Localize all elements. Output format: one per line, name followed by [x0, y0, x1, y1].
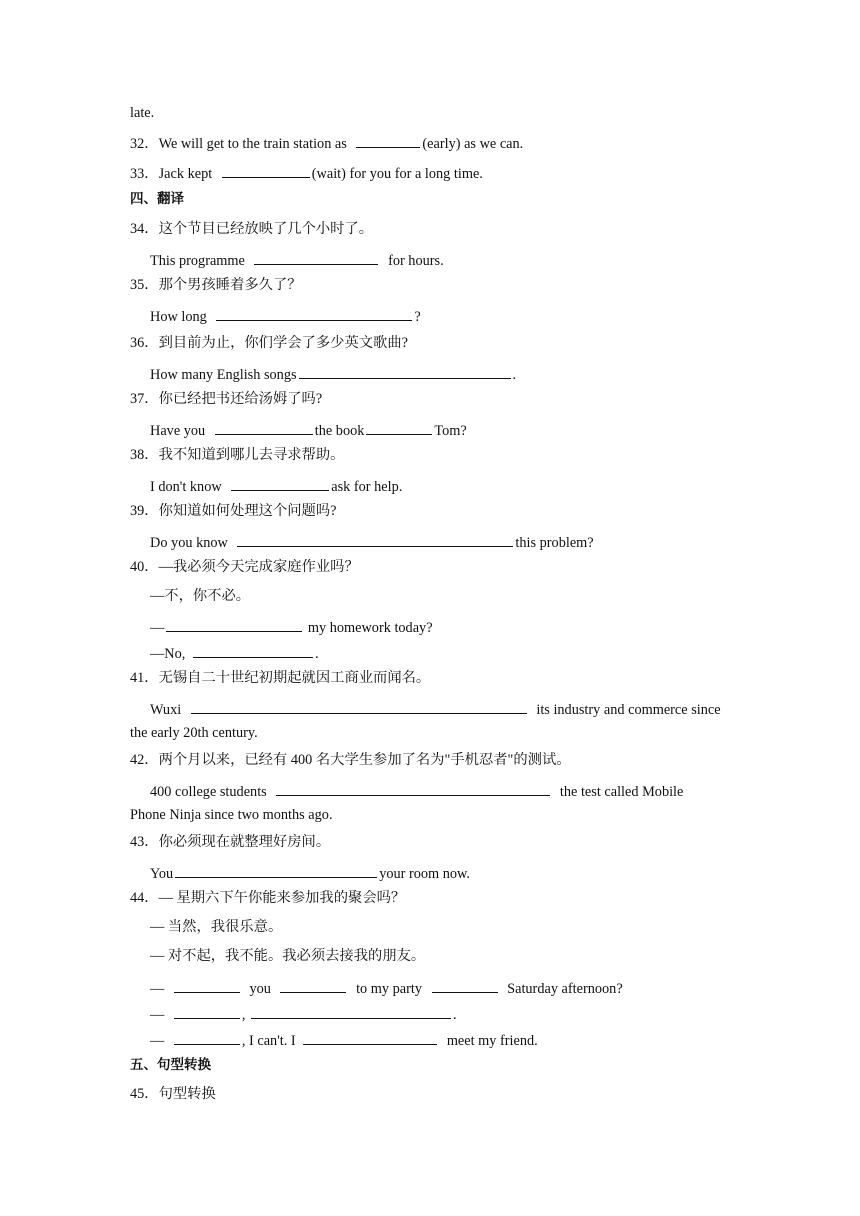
question-text: 41．无锡自二十世纪初期起就因工商业而闻名。	[130, 670, 431, 686]
question-42	[130, 751, 571, 769]
question-35	[130, 276, 302, 294]
answer-text: 400 college students	[150, 784, 267, 800]
answer-text: ?	[414, 309, 421, 325]
answer-blank[interactable]	[175, 862, 377, 878]
answer-text: Wuxi	[150, 702, 182, 718]
section-heading-translation	[130, 190, 184, 208]
answer-41-line2	[130, 724, 258, 742]
answer-text: to my party	[356, 981, 422, 997]
answer-text: its industry and commerce since	[536, 702, 721, 718]
answer-blank[interactable]	[166, 616, 302, 632]
answer-36	[150, 363, 516, 384]
answer-text: my homework today?	[307, 620, 433, 636]
answer-text: meet my friend.	[446, 1033, 538, 1049]
answer-blank[interactable]	[216, 305, 412, 321]
answer-41-line1	[150, 698, 721, 719]
answer-text: Saturday afternoon?	[507, 981, 623, 997]
answer-44-line1	[150, 977, 623, 998]
question-text: —不，你不必。	[150, 588, 251, 604]
answer-blank[interactable]	[251, 1003, 451, 1019]
question-text: 35．那个男孩睡着多久了？	[130, 277, 302, 293]
question-text: 39．你知道如何处理这个问题吗?	[130, 503, 337, 519]
answer-blank[interactable]	[280, 977, 346, 993]
answer-blank[interactable]	[231, 475, 329, 491]
question-text: (early) as we can.	[422, 136, 524, 152]
question-43	[130, 833, 330, 851]
answer-text: the test called Mobile	[559, 784, 684, 800]
question-text: 32．We will get to the train station as	[130, 136, 347, 152]
question-text: 37．你已经把书还给汤姆了吗?	[130, 391, 323, 407]
question-45	[130, 1085, 216, 1103]
question-text: 36．到目前为止，你们学会了多少英文歌曲?	[130, 335, 408, 351]
answer-37	[150, 419, 467, 440]
question-text: 34．这个节目已经放映了几个小时了。	[130, 221, 374, 237]
answer-blank[interactable]	[174, 1029, 240, 1045]
answer-text: —	[150, 1033, 165, 1049]
answer-text: This programme	[150, 253, 245, 269]
answer-35	[150, 305, 421, 326]
continuation-text	[130, 104, 154, 122]
answer-blank[interactable]	[356, 132, 420, 148]
question-text: 45．句型转换	[130, 1086, 216, 1102]
answer-blank[interactable]	[276, 780, 550, 796]
question-text: 42．两个月以来，已经有 400 名大学生参加了名为"手机忍者"的测试。	[130, 752, 571, 768]
question-41	[130, 669, 430, 687]
question-44-reply1	[150, 918, 282, 936]
answer-blank[interactable]	[303, 1029, 437, 1045]
answer-40-line1	[150, 616, 433, 637]
answer-text: for hours.	[388, 253, 444, 269]
answer-44-line3	[150, 1029, 538, 1050]
answer-text: Do you know	[150, 535, 228, 551]
answer-blank[interactable]	[174, 977, 240, 993]
question-37	[130, 390, 322, 408]
answer-blank[interactable]	[215, 419, 313, 435]
question-40-reply	[150, 587, 250, 605]
section-title: 四、翻译	[130, 191, 184, 207]
answer-text: .	[453, 1007, 457, 1023]
answer-text: I don't know	[150, 479, 222, 495]
answer-text: How long	[150, 309, 207, 325]
answer-42-line1	[150, 780, 683, 801]
question-text: (wait) for you for a long time.	[311, 166, 483, 182]
answer-40-line2	[150, 642, 319, 663]
question-text: 43．你必须现在就整理好房间。	[130, 834, 331, 850]
answer-blank[interactable]	[432, 977, 498, 993]
section-heading-sentence-transform	[130, 1056, 211, 1074]
answer-text: this problem?	[515, 535, 594, 551]
question-text: 44．— 星期六下午你能来参加我的聚会吗？	[130, 890, 406, 906]
answer-text: .	[314, 646, 319, 662]
question-34	[130, 220, 373, 238]
answer-44-line2	[150, 1003, 457, 1024]
question-36	[130, 334, 408, 352]
answer-text: Have you	[150, 423, 206, 439]
answer-42-line2	[130, 806, 333, 824]
question-text: — 当然，我很乐意。	[150, 919, 283, 935]
answer-text: How many English songs	[150, 367, 297, 383]
answer-text: —	[150, 620, 165, 636]
question-33	[130, 162, 483, 183]
answer-blank[interactable]	[193, 642, 313, 658]
answer-text: ask for help.	[331, 479, 403, 495]
question-44-reply2	[150, 947, 425, 965]
answer-text: .	[512, 367, 517, 383]
answer-text: your room now.	[379, 866, 471, 882]
question-39	[130, 502, 337, 520]
answer-blank[interactable]	[222, 162, 310, 178]
answer-34	[150, 249, 444, 270]
answer-text: the early 20th century.	[130, 725, 258, 741]
question-40	[130, 558, 359, 576]
answer-39	[150, 531, 594, 552]
question-32	[130, 132, 523, 153]
answer-text: Phone Ninja since two months ago.	[130, 807, 333, 823]
answer-blank[interactable]	[191, 698, 527, 714]
question-text: 33．Jack kept	[130, 166, 213, 182]
question-44	[130, 889, 405, 907]
answer-blank[interactable]	[366, 419, 432, 435]
answer-blank[interactable]	[299, 363, 511, 379]
answer-blank[interactable]	[254, 249, 378, 265]
answer-blank[interactable]	[237, 531, 513, 547]
answer-text: —	[150, 1007, 165, 1023]
question-text: — 对不起，我不能。我必须去接我的朋友。	[150, 948, 426, 964]
answer-text: you	[249, 981, 271, 997]
question-38	[130, 446, 344, 464]
answer-43	[150, 862, 470, 883]
section-title: 五、句型转换	[130, 1057, 211, 1073]
answer-text: the book	[314, 423, 365, 439]
answer-38	[150, 475, 402, 496]
answer-text: You	[150, 866, 174, 882]
answer-text: , I can't. I	[241, 1033, 296, 1049]
question-text: 38．我不知道到哪儿去寻求帮助。	[130, 447, 345, 463]
question-text: 40．—我必须今天完成家庭作业吗？	[130, 559, 359, 575]
answer-blank[interactable]	[174, 1003, 240, 1019]
answer-text: —	[150, 981, 165, 997]
answer-text: ,	[241, 1007, 246, 1023]
text: late.	[130, 105, 155, 121]
answer-text: Tom?	[434, 423, 467, 439]
answer-text: —No,	[150, 646, 186, 662]
